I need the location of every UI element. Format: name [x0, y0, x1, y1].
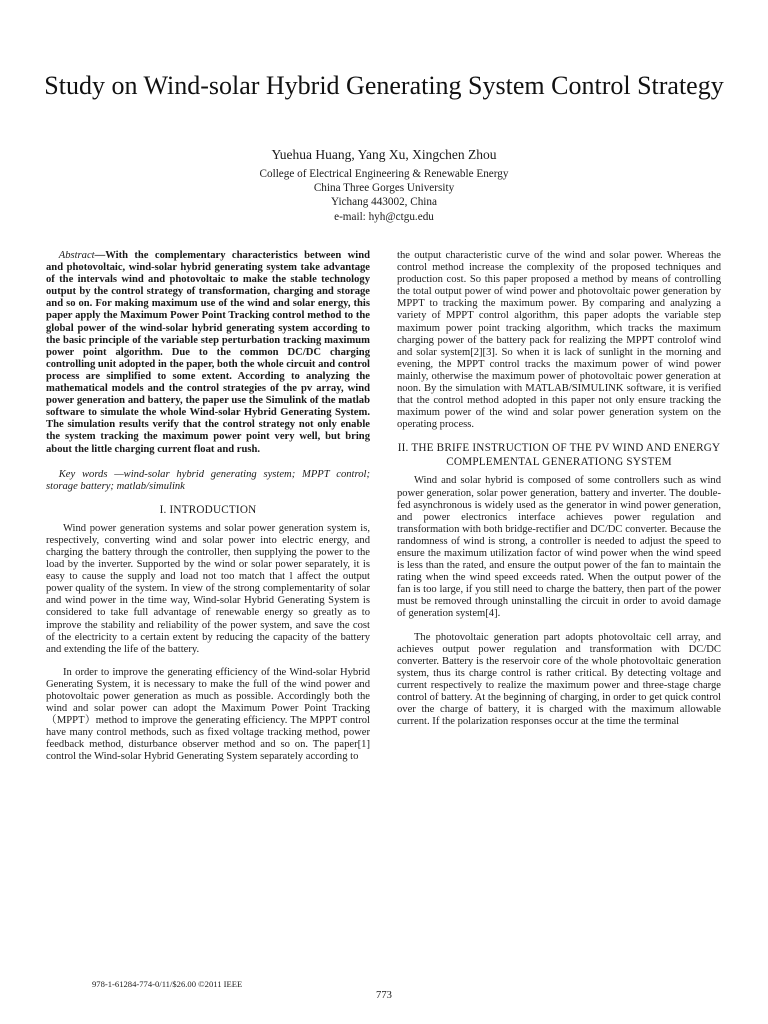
- affiliation-university: China Three Gorges University: [313, 182, 455, 195]
- footer-isbn: 978-1-61284-774-0/11/$26.00 ©2011 IEEE: [92, 979, 243, 989]
- abstract-label: Abstract: [58, 250, 95, 261]
- page-number: 773: [376, 990, 392, 1001]
- right-column: [397, 250, 721, 728]
- keywords: Key words —wind-solar hybrid generating system; MPPT control; storage battery; matlab/simulink: [46, 468, 370, 492]
- intro-paragraph: Wind power generation systems and solar power generation system is, respectively, converting wind and solar power into electric energy, and charging the battery through the controller, then supplying the power to the load by the inverter. Supported by the wind or solar power separately, it is easy to cause the supply and load not too match that l affect the output power quality of the system. In view of the strong complementarity of solar and wind power in the time way, Wind-solar Hybrid Generating System is considered to take full advantage of renewable energy so greatly as to improve the stability and reliability of the power system, and save the cost of the electricity to a certain extent by reducing the capacity of the battery and extending the life of the battery.: [46, 522, 370, 655]
- intro-continuation: the output characteristic curve of the wind and solar power. Whereas the control method increase the complexity of the proposed techniques and production cost. So this paper proposed a method by means of controlling the total output power of wind power and photovoltaic power generation by MPPT to tracking the maximum power. By comparing and analyzing a variety of MPPT control algorithm, this paper adopts the variable step maximum power point tracking algorithm, which tracks the maximum charging power of the battery pack for realizing the MPPT controlof wind and solar system[2][3]. So when it is lack of sunlight in the morning and evening, the MPPT control tracks the maximum power of wind power mainly, otherwise the maximum power of photovoltaic power generation at noon. By the simulation with MATLAB/SIMULINK software, it is verified that the control method adopted in this paper not only ensure tracking the maximum power of the wind and solar power generation system on the operating process.: [397, 250, 721, 431]
- abstract: [46, 250, 370, 456]
- system-paragraph: Wind and solar hybrid is composed of some controllers such as wind power generation, solar power generation, battery and inverter. The double-fed asynchronous is widely used as the generator in wind power generation, and power electronics interface achieves power regulation and transformation with both bridge-rectifier and DC/DC converter. Because the randomness of wind is strong, a controller is needed to adjust the speed to ensure the maximum utilization factor of wind power when the wind speed is less than the rated, and ensure the output power of the fan to maintain the rating when the wind speed exceeds rated. When the output power of the fan is too large, if you still need to charge the battery, then part of the power must be removed through uninstalling the circuit in order to avoid damage of generation system[4].: [397, 475, 721, 620]
- left-column: [46, 250, 370, 764]
- intro-paragraph: In order to improve the generating efficiency of the Wind-solar Hybrid Generating System, it is necessary to make the full of the wind power and photovoltaic power generation as much as possible. Accordingly both the wind and solar power can adopt the Maximum Power Point Tracking（MPPT）method to improve the generating efficiency. The MPPT control have many control methods, such as fixed voltage tracking method, power feedback method, disturbance observer method and so on. The paper[1] control the Wind-solar Hybrid Generating System separately according to: [46, 666, 370, 763]
- section-heading-introduction: I. INTRODUCTION: [159, 503, 257, 516]
- system-paragraph: The photovoltaic generation part adopts photovoltaic cell array, and achieves output power regulation and transformation with DC/DC converter. Battery is the reservoir core of the whole photovoltaic generation system, thus its charge control is rather critical. By detecting voltage and current respectively to realize the maximum power and three-stage charge control of battery. At the beginning of charging, in order to get quick control over the charge of battery, it is charged with the maximum allowable current. If the polarization responses occur at the time the terminal: [397, 631, 721, 728]
- section-heading-pv-wind-system: II. THE BRIFE INSTRUCTION OF THE PV WIND AND ENERGY COMPLEMENTAL GENERATIONG SYSTEM: [397, 442, 721, 469]
- paper-title: Study on Wind-solar Hybrid Generating System Control Strategy: [44, 71, 724, 100]
- affiliation-block: [0, 167, 768, 224]
- affiliation-city: Yichang 443002, China: [331, 196, 437, 209]
- abstract-text: —With the complementary characteristics between wind and photovoltaic, wind-solar hybrid generating system take advantage of the intervals wind and photovoltaic to make the stable technology output by the control strategy of transformation, charging and storage and so on. For making maximum use of the wind and solar energy, this paper apply the Maximum Power Point Tracking control method to the global power of the wind-solar hybrid generating system according to the basic principle of the variable step perturbation tracking maximum power point algorithm. Due to the common DC/DC charging controlling unit adopted in the paper, both the whole circuit and control process are simplified to some extent. According to analyzing the mathematical models and the control strategies of the pv array, wind power generation and battery, the paper use the Simulink of the matlab software to simulate the whole Wind-solar Hybrid Generating System. The simulation results verify that the control strategy not only enable the system tracking the maximum power point very well, but bring about the little charging current float and rush.: [46, 250, 370, 455]
- affiliation-email: e-mail: hyh@ctgu.edu: [334, 210, 434, 223]
- affiliation-college: College of Electrical Engineering & Renewable Energy: [259, 168, 509, 180]
- author-list: Yuehua Huang, Yang Xu, Xingchen Zhou: [271, 147, 497, 162]
